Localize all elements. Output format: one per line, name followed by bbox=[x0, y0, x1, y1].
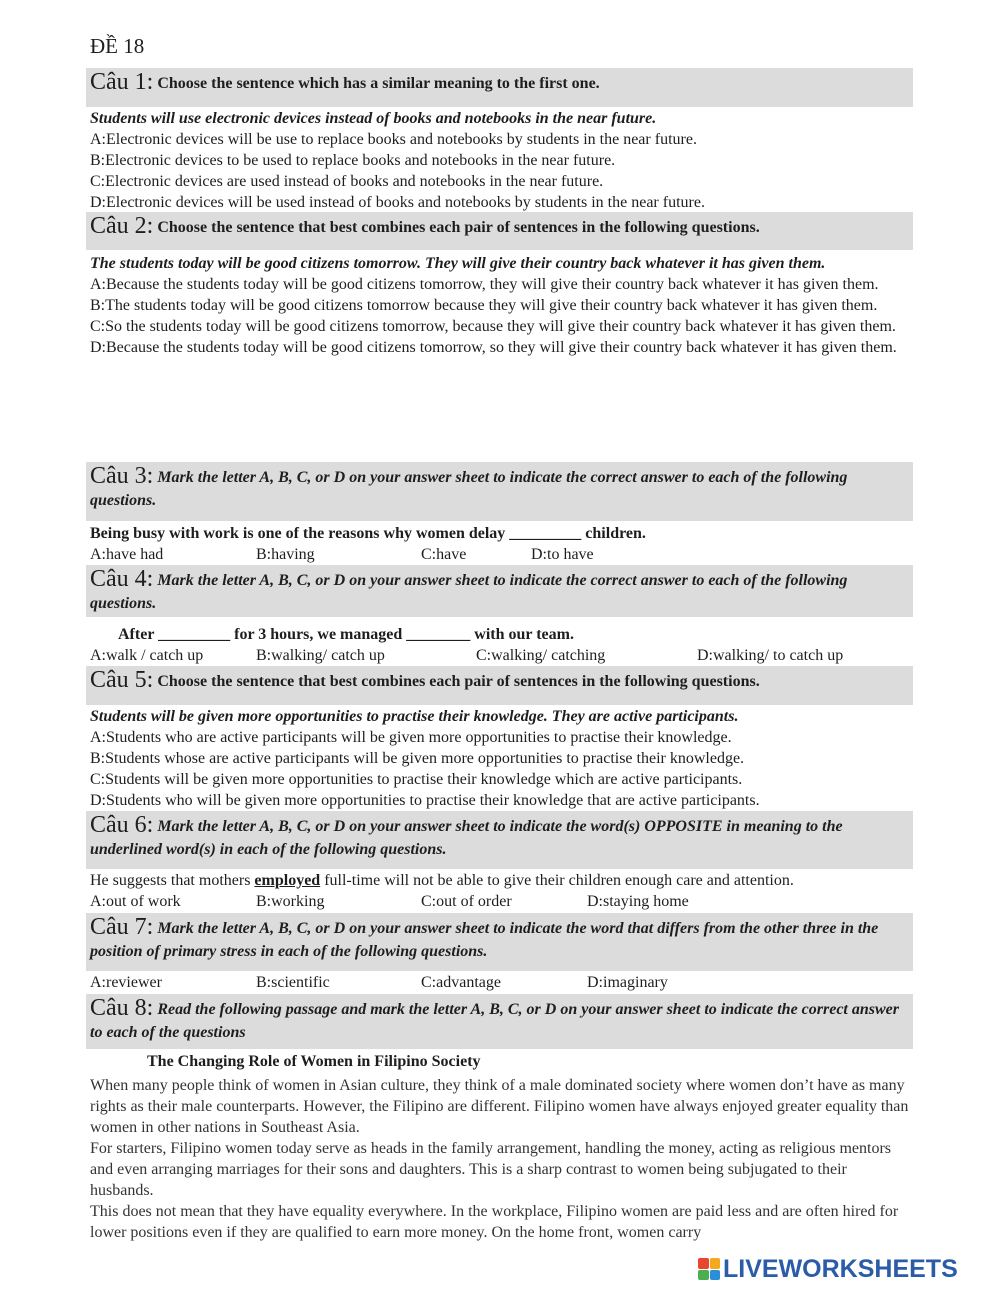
question-1-body bbox=[90, 108, 910, 213]
question-1-option-a[interactable]: A:Electronic devices will be use to replace books and notebooks by students in the near future. bbox=[90, 131, 697, 148]
question-8-instruction: Read the following passage and mark the letter A, B, C, or D on your answer sheet to indicate the correct answer to each of the questions bbox=[90, 1001, 899, 1041]
question-4-blank-1[interactable]: _________ bbox=[158, 626, 231, 643]
question-7-body bbox=[90, 972, 910, 993]
question-2-instruction: Choose the sentence that best combines each pair of sentences in the following questions. bbox=[157, 219, 760, 236]
passage-paragraph: For starters, Filipino women today serve as heads in the family arrangement, handling the money, acting as religious mentors and even arranging marriages for their sons and daughters. This is a sharp contrast to women being subjugated to their husbands. bbox=[90, 1140, 891, 1199]
question-3-body bbox=[90, 523, 910, 565]
passage-title: The Changing Role of Women in Filipino Society bbox=[147, 1053, 481, 1070]
question-7-option-c[interactable]: C:advantage bbox=[421, 974, 501, 991]
question-2-option-d[interactable]: D:Because the students today will be good citizens tomorrow, so they will give their country back whatever it has given them. bbox=[90, 339, 897, 356]
question-1-instruction: Choose the sentence which has a similar meaning to the first one. bbox=[157, 75, 600, 92]
question-7-option-d[interactable]: D:imaginary bbox=[587, 974, 668, 991]
question-4-number: Câu 4: bbox=[90, 566, 154, 592]
question-1-option-d[interactable]: D:Electronic devices will be used instead of books and notebooks by students in the near future. bbox=[90, 194, 705, 211]
question-2-option-a[interactable]: A:Because the students today will be good citizens tomorrow, they will give their country back whatever it has given them. bbox=[90, 276, 879, 293]
question-4-option-d[interactable]: D:walking/ to catch up bbox=[697, 647, 844, 664]
question-5-stem: Students will be given more opportunities to practise their knowledge. They are active participants. bbox=[90, 708, 739, 725]
question-4-stem bbox=[90, 624, 910, 645]
question-2-option-c[interactable]: C:So the students today will be good citizens tomorrow, because they will give their country back whatever it has given them. bbox=[90, 318, 896, 335]
question-5-header bbox=[86, 666, 913, 705]
question-3-instruction: Mark the letter A, B, C, or D on your answer sheet to indicate the correct answer to each of the following questions. bbox=[90, 469, 848, 509]
question-1-option-b[interactable]: B:Electronic devices to be used to replace books and notebooks in the near future. bbox=[90, 152, 616, 169]
question-2-stem: The students today will be good citizens tomorrow. They will give their country back whatever it has given them. bbox=[90, 255, 826, 272]
question-8-number: Câu 8: bbox=[90, 995, 154, 1021]
question-3-option-b[interactable]: B:having bbox=[256, 546, 315, 563]
question-4-stem-part3: with our team. bbox=[470, 626, 574, 643]
liveworksheets-logo-text: LIVEWORKSHEETS bbox=[723, 1254, 958, 1283]
question-2-option-b[interactable]: B:The students today will be good citizens tomorrow because they will give their country back whatever it has given them. bbox=[90, 297, 878, 314]
question-3-number: Câu 3: bbox=[90, 463, 154, 489]
question-2-body bbox=[90, 253, 910, 358]
question-3-stem bbox=[90, 523, 910, 544]
question-8-header bbox=[86, 994, 913, 1049]
question-3-option-c[interactable]: C:have bbox=[421, 546, 467, 563]
question-6-stem bbox=[90, 870, 910, 891]
question-6-stem-after: full-time will not be able to give their children enough care and attention. bbox=[320, 872, 794, 889]
question-5-body bbox=[90, 706, 910, 811]
question-5-number: Câu 5: bbox=[90, 667, 154, 693]
question-6-instruction: Mark the letter A, B, C, or D on your answer sheet to indicate the word(s) OPPOSITE in meaning to the underlined word(s) in each of the following questions. bbox=[90, 818, 843, 858]
question-6-number: Câu 6: bbox=[90, 812, 154, 838]
question-7-option-a[interactable]: A:reviewer bbox=[90, 974, 162, 991]
question-3-stem-after: children. bbox=[581, 525, 646, 542]
liveworksheets-logo-mark bbox=[698, 1258, 720, 1280]
question-2-number: Câu 2: bbox=[90, 213, 154, 239]
question-4-stem-part2: for 3 hours, we managed bbox=[230, 626, 407, 643]
question-4-header bbox=[86, 565, 913, 617]
question-3-stem-before: Being busy with work is one of the reasons why women delay bbox=[90, 525, 510, 542]
question-7-header bbox=[86, 913, 913, 971]
question-6-option-c[interactable]: C:out of order bbox=[421, 893, 512, 910]
question-5-option-b[interactable]: B:Students whose are active participants will be given more opportunities to practise their knowledge. bbox=[90, 750, 745, 767]
question-7-instruction: Mark the letter A, B, C, or D on your answer sheet to indicate the word that differs from the other three in the position of primary stress in each of the following questions. bbox=[90, 920, 879, 960]
question-6-stem-before: He suggests that mothers bbox=[90, 872, 255, 889]
question-3-option-d[interactable]: D:to have bbox=[531, 546, 594, 563]
question-6-header bbox=[86, 811, 913, 869]
question-5-option-a[interactable]: A:Students who are active participants will be given more opportunities to practise their knowledge. bbox=[90, 729, 732, 746]
question-1-stem: Students will use electronic devices instead of books and notebooks in the near future. bbox=[90, 110, 657, 127]
question-4-option-c[interactable]: C:walking/ catching bbox=[476, 647, 606, 664]
question-7-number: Câu 7: bbox=[90, 914, 154, 940]
question-3-blank[interactable]: _________ bbox=[509, 525, 582, 542]
question-6-body bbox=[90, 870, 910, 912]
liveworksheets-logo bbox=[698, 1256, 958, 1282]
question-6-option-d[interactable]: D:staying home bbox=[587, 893, 689, 910]
question-2-header bbox=[86, 212, 913, 250]
question-1-header bbox=[86, 68, 913, 107]
question-3-header bbox=[86, 462, 913, 521]
question-3-option-a[interactable]: A:have had bbox=[90, 546, 164, 563]
question-4-stem-part1: After bbox=[118, 626, 159, 643]
question-7-option-b[interactable]: B:scientific bbox=[256, 974, 330, 991]
passage-body bbox=[90, 1075, 910, 1243]
question-6-option-a[interactable]: A:out of work bbox=[90, 893, 181, 910]
passage-paragraph: This does not mean that they have equality everywhere. In the workplace, Filipino women are paid less and are often hired for lower positions even if they are qualified to earn more money. On the home front, women carry bbox=[90, 1203, 899, 1241]
question-4-option-a[interactable]: A:walk / catch up bbox=[90, 647, 204, 664]
question-4-option-b[interactable]: B:walking/ catch up bbox=[256, 647, 385, 664]
question-5-option-d[interactable]: D:Students who will be given more opportunities to practise their knowledge that are active participants. bbox=[90, 792, 760, 809]
question-6-underlined-word: employed bbox=[254, 872, 321, 889]
question-1-number: Câu 1: bbox=[90, 69, 154, 95]
question-4-instruction: Mark the letter A, B, C, or D on your answer sheet to indicate the correct answer to each of the following questions. bbox=[90, 572, 848, 612]
page-title: ĐỀ 18 bbox=[90, 34, 145, 58]
question-6-option-b[interactable]: B:working bbox=[256, 893, 325, 910]
passage-paragraph: When many people think of women in Asian culture, they think of a male dominated society where women don’t have as many rights as their male counterparts. However, the Filipino are different. Filipino women have always enjoyed greater equality than women in other nations in Southeast Asia. bbox=[90, 1077, 909, 1136]
question-1-option-c[interactable]: C:Electronic devices are used instead of books and notebooks in the near future. bbox=[90, 173, 604, 190]
question-5-option-c[interactable]: C:Students will be given more opportunities to practise their knowledge which are active participants. bbox=[90, 771, 743, 788]
question-4-blank-2[interactable]: ________ bbox=[406, 626, 471, 643]
question-5-instruction: Choose the sentence that best combines each pair of sentences in the following questions. bbox=[157, 673, 760, 690]
question-4-body bbox=[90, 624, 910, 666]
